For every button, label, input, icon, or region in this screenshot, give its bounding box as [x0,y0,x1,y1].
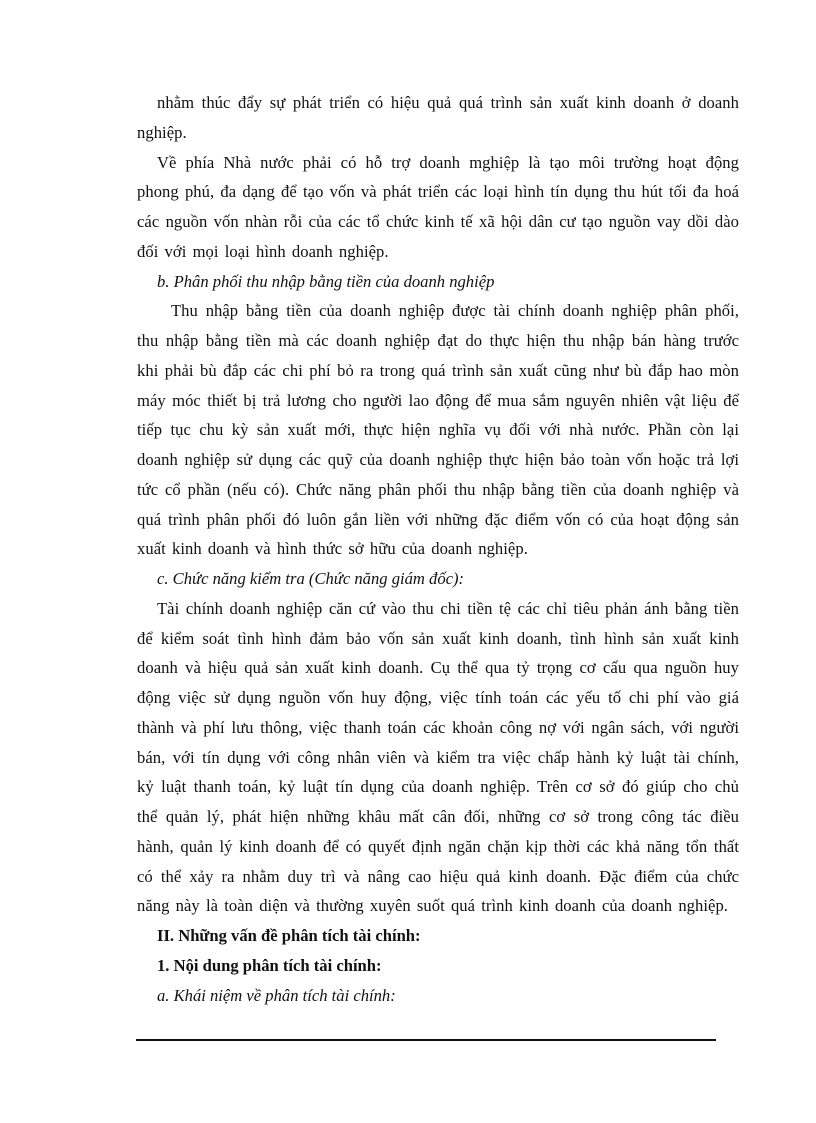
paragraph-continuation: nhằm thúc đẩy sự phát triển có hiệu quả quá trình sản xuất kinh doanh ở doanh nghiệp. [137,93,739,142]
document-body [137,88,739,1010]
heading-II-financial-analysis: II. Những vấn đề phân tích tài chính: [157,926,421,945]
heading-c-control-function: c. Chức năng kiểm tra (Chức năng giám đốc): [157,569,465,588]
footer-divider [136,1039,716,1041]
paragraph-control-function: Tài chính doanh nghiệp căn cứ vào thu chi tiền tệ các chỉ tiêu phản ánh bằng tiền để kiểm soát tình hình đảm bảo vốn sản xuất kinh doanh, tình hình sản xuất kinh doanh và hiệu quả sản xuất kinh doanh. Cụ thể qua tỷ trọng cơ cấu qua nguồn huy động việc sử dụng nguồn vốn huy động, việc tính toán các yếu tố chi phí vào giá thành và phí lưu thông, việc thanh toán các khoản công nợ với ngân sách, với người bán, với tín dụng với công nhân viên và kiểm tra việc chấp hành kỷ luật tài chính, kỷ luật thanh toán, kỷ luật tín dụng của doanh nghiệp. Trên cơ sở đó giúp cho chủ thể quản lý, phát hiện những khâu mất cân đối, những cơ sở trong công tác điều hành, quản lý kinh doanh để có quyết định ngăn chặn kịp thời các khả năng tổn thất có thể xảy ra nhằm duy trì và nâng cao hiệu quả kinh doanh. Đặc điểm của chức năng này là toàn diện và thường xuyên suốt quá trình kinh doanh của doanh nghiệp. [137,598,739,916]
heading-b-income-distribution: b. Phân phối thu nhập bằng tiền của doanh nghiệp [157,271,495,291]
heading-1-analysis-content: 1. Nội dung phân tích tài chính: [157,955,382,975]
paragraph-income-distribution: Thu nhập bằng tiền của doanh nghiệp được tài chính doanh nghiệp phân phối, thu nhập bằng tiền mà các doanh nghiệp đạt do thực hiện thu nhập bán hàng trước khi phải bù đắp các chi phí bỏ ra trong quá trình sản xuất cũng như bù đắp hao mòn máy móc thiết bị trả lương cho người lao động để mua sắm nguyên nhiên vật liệu để tiếp tục chu kỳ sản xuất mới, thực hiện nghĩa vụ đối với nhà nước. Phần còn lại doanh nghiệp sử dụng các quỹ của doanh nghiệp thực hiện bảo toàn vốn hoặc trả lợi tức cổ phần (nếu có). Chức năng phân phối thu nhập bằng tiền của doanh nghiệp và quá trình phân phối đó luôn gắn liền với những đặc điểm vốn có của hoạt động sản xuất kinh doanh và hình thức sở hữu của doanh nghiệp. [137,301,739,559]
heading-a-analysis-concept: a. Khái niệm về phân tích tài chính: [157,985,396,1005]
paragraph-state-support: Về phía Nhà nước phải có hỗ trợ doanh mghiệp là tạo môi trường hoạt động phong phú, đa dạng để tạo vốn và phát triển các loại hình tín dụng thu hút tối đa hoá các nguồn vốn nhàn rỗi của các tổ chức kinh tế xã hội dân cư tạo nguồn vay dồi dào đối với mọi loại hình doanh nghiệp. [137,152,739,261]
